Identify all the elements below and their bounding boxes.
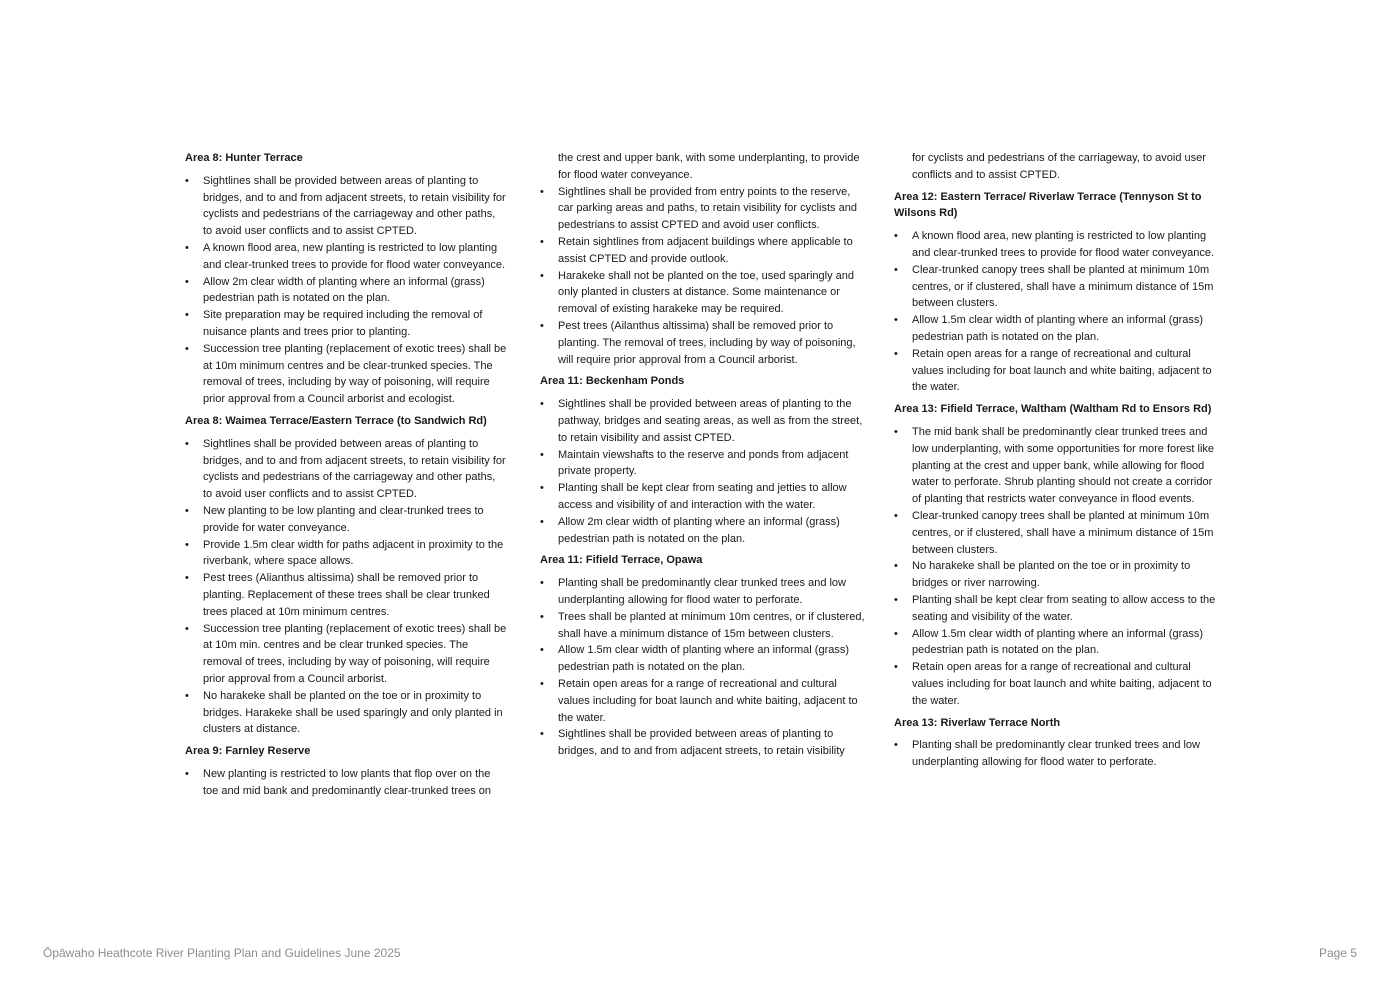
- continued-text: [540, 150, 865, 184]
- list-item: • Sightlines shall be provided between areas of planting to bridges, and to and from adjacent streets, to retain visibility for cyclists and pedestrians of the carriageway and other paths, to avoid user conflicts and to assist CPTED.: [185, 436, 507, 503]
- section-heading: Area 13: Riverlaw Terrace North: [894, 716, 1061, 729]
- list-item: • Clear-trunked canopy trees shall be planted at minimum 10m centres, or if clustered, shall have a minimum distance of 15m between clusters.: [894, 262, 1219, 312]
- section-heading: Area 8: Waimea Terrace/Eastern Terrace (to Sandwich Rd): [185, 414, 487, 427]
- section-heading: Area 11: Beckenham Ponds: [540, 375, 685, 388]
- list-item: • Sightlines shall be provided between areas of planting to bridges, and to and from adjacent streets, to retain visibility for cyclists and pedestrians of the carriageway and other paths, to avoid user conflicts and to assist CPTED.: [185, 173, 507, 240]
- column-1: [185, 150, 507, 804]
- list-item: • Planting shall be kept clear from seating and jetties to allow access and visibility of and interaction with the water.: [540, 480, 865, 514]
- list-item: • New planting to be low planting and clear-trunked trees to provide for water conveyance.: [185, 503, 507, 537]
- list-item: • Maintain viewshafts to the reserve and ponds from adjacent private property.: [540, 447, 865, 481]
- list-item: • Pest trees (Alianthus altissima) shall be removed prior to planting. Replacement of these trees shall be clear trunked trees placed at 10m minimum centres.: [185, 570, 507, 620]
- list-item: • Planting shall be predominantly clear trunked trees and low underplanting allowing for flood water to perforate.: [894, 737, 1219, 771]
- list-item: • Retain open areas for a range of recreational and cultural values including for boat launch and white baiting, adjacent to the water.: [894, 346, 1219, 396]
- list-item: • Retain sightlines from adjacent buildings where applicable to assist CPTED and provide outlook.: [540, 234, 865, 268]
- list-item: • Planting shall be predominantly clear trunked trees and low underplanting allowing for flood water to perforate.: [540, 575, 865, 609]
- section-heading: Area 9: Farnley Reserve: [185, 745, 311, 758]
- column-2: [540, 150, 865, 765]
- list-item: • No harakeke shall be planted on the toe or in proximity to bridges. Harakeke shall be used sparingly and only planted in clusters at distance.: [185, 688, 507, 738]
- list-item: • Sightlines shall be provided between areas of planting to bridges, and to and from adjacent streets, to retain visibility: [540, 726, 865, 760]
- bullet-list: [540, 184, 865, 369]
- list-item: • Sightlines shall be provided between areas of planting to the pathway, bridges and seating areas, as well as from the street, to retain visibility and assist CPTED.: [540, 396, 865, 446]
- list-item: • Sightlines shall be provided from entry points to the reserve, car parking areas and paths, to retain visibility for cyclists and pedestrians to assist CPTED and avoid user conflicts.: [540, 184, 865, 234]
- list-item: • Succession tree planting (replacement of exotic trees) shall be at 10m minimum centres and be clear-trunked species. The removal of trees, including by way of poisoning, will require prior approval from a Council arborist and ecologist.: [185, 341, 507, 408]
- list-item: • The mid bank shall be predominantly clear trunked trees and low underplanting, with some opportunities for more forest like planting at the crest and upper bank, while allowing for flood water to perforate. Shrub planting should not create a corridor of planting that restricts water conveyance in flood events.: [894, 424, 1219, 508]
- bullet-list: [185, 766, 507, 800]
- list-item: • A known flood area, new planting is restricted to low planting and clear-trunked trees to provide for flood water conveyance.: [894, 228, 1219, 262]
- bullet-list: [894, 737, 1219, 771]
- list-item: • Retain open areas for a range of recreational and cultural values including for boat launch and white baiting, adjacent to the water.: [894, 659, 1219, 709]
- bullet-list: [540, 575, 865, 760]
- section-heading: Area 11: Fifield Terrace, Opawa: [540, 554, 703, 567]
- list-item: • Planting shall be kept clear from seating to allow access to the seating and visibility of the water.: [894, 592, 1219, 626]
- bullet-list: [540, 396, 865, 547]
- bullet-list: [894, 228, 1219, 396]
- list-item: • Pest trees (Ailanthus altissima) shall be removed prior to planting. The removal of trees, including by way of poisoning, will require prior approval from a Council arborist.: [540, 318, 865, 368]
- list-item: • Succession tree planting (replacement of exotic trees) shall be at 10m min. centres and be clear trunked species. The removal of trees, including by way of poisoning, will require prior approval from a Council arborist.: [185, 621, 507, 688]
- list-item: • Provide 1.5m clear width for paths adjacent in proximity to the riverbank, where space allows.: [185, 537, 507, 571]
- list-item: • Allow 1.5m clear width of planting where an informal (grass) pedestrian path is notated on the plan.: [894, 312, 1219, 346]
- footer-title: Ōpāwaho Heathcote River Planting Plan and Guidelines June 2025: [43, 946, 401, 960]
- list-item: • Trees shall be planted at minimum 10m centres, or if clustered, shall have a minimum distance of 15m between clusters.: [540, 609, 865, 643]
- list-item: for cyclists and pedestrians of the carriageway, to avoid user conflicts and to assist CPTED.: [912, 152, 1206, 181]
- list-item: • Allow 1.5m clear width of planting where an informal (grass) pedestrian path is notated on the plan.: [540, 642, 865, 676]
- list-item: • Retain open areas for a range of recreational and cultural values including for boat launch and white baiting, adjacent to the water.: [540, 676, 865, 726]
- list-item: • Allow 1.5m clear width of planting where an informal (grass) pedestrian path is notated on the plan.: [894, 626, 1219, 660]
- list-item: • Clear-trunked canopy trees shall be planted at minimum 10m centres, or if clustered, shall have a minimum distance of 15m between clusters.: [894, 508, 1219, 558]
- list-item: • Allow 2m clear width of planting where an informal (grass) pedestrian path is notated on the plan.: [185, 274, 507, 308]
- list-item: • New planting is restricted to low plants that flop over on the toe and mid bank and predominantly clear-trunked trees on: [185, 766, 507, 800]
- list-item: the crest and upper bank, with some underplanting, to provide for flood water conveyance.: [558, 152, 860, 181]
- bullet-list: [185, 173, 507, 408]
- continued-text: [894, 150, 1219, 184]
- section-heading: Area 8: Hunter Terrace: [185, 152, 303, 164]
- section-heading: Area 12: Eastern Terrace/ Riverlaw Terrace (Tennyson St to Wilsons Rd): [894, 190, 1202, 220]
- list-item: • A known flood area, new planting is restricted to low planting and clear-trunked trees to provide for flood water conveyance.: [185, 240, 507, 274]
- column-3: [894, 150, 1219, 776]
- bullet-list: [185, 436, 507, 738]
- section-heading: Area 13: Fifield Terrace, Waltham (Waltham Rd to Ensors Rd): [894, 403, 1212, 416]
- list-item: • No harakeke shall be planted on the toe or in proximity to bridges or river narrowing.: [894, 558, 1219, 592]
- list-item: • Site preparation may be required including the removal of nuisance plants and trees prior to planting.: [185, 307, 507, 341]
- list-item: • Harakeke shall not be planted on the toe, used sparingly and only planted in clusters at distance. Some maintenance or removal of existing harakeke may be required.: [540, 268, 865, 318]
- page-number: Page 5: [1318, 946, 1357, 960]
- bullet-list: [894, 424, 1219, 710]
- list-item: • Allow 2m clear width of planting where an informal (grass) pedestrian path is notated on the plan.: [540, 514, 865, 548]
